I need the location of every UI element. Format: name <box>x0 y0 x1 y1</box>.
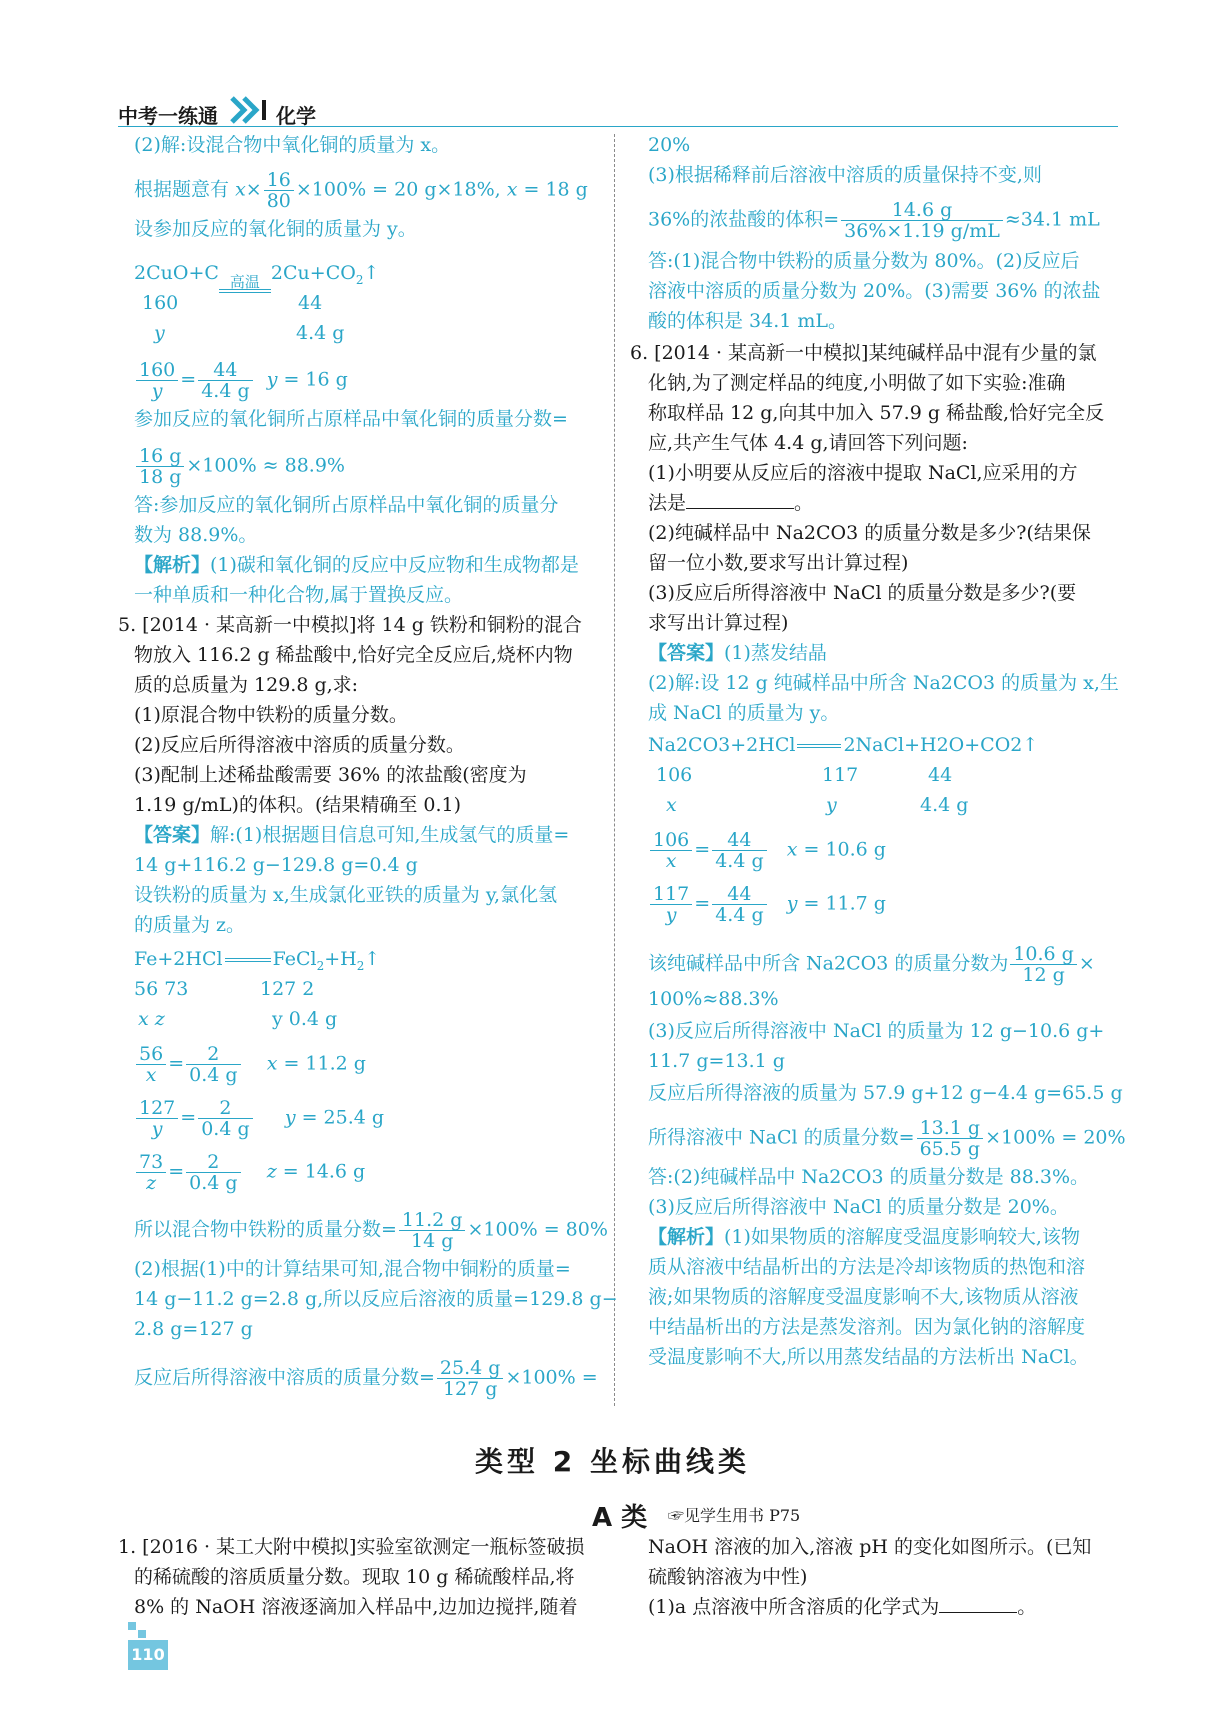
equation-line: 该纯碱样品中所含 Na2CO3 的质量分数为 $\frac{10.6 g}{12 g}$ × <box>648 943 1095 986</box>
reaction-equation: 2CuO+C 高温 $2Cu+CO_2↑$ <box>134 262 380 291</box>
equation-line: 36%的浓盐酸的体积= $\frac{14.6 g}{36\%\times 1.19 g/mL}$ ≈34.1 mL <box>648 199 1100 242</box>
text-line: 数为 88.9%。 <box>134 524 258 546</box>
fill-blank-line <box>648 1594 1036 1620</box>
fill-blank-line: 法是 。 <box>648 492 814 514</box>
text-line: 硫酸钠溶液为中性) <box>648 1566 808 1588</box>
text-line: 留一位小数,要求写出计算过程) <box>648 552 909 574</box>
text-line: 应,共产生气体 4.4 g,请回答下列问题: <box>648 432 968 454</box>
analysis-line <box>648 1224 1080 1250</box>
column-divider <box>614 134 615 1406</box>
text-line: 设参加反应的氧化铜的质量为 y。 <box>134 218 417 240</box>
mass-value: 4.4 g <box>920 794 969 816</box>
text-line: 中结晶析出的方法是蒸发溶剂。因为氯化钠的溶解度 <box>648 1316 1086 1338</box>
molar-mass: 160 <box>142 292 179 314</box>
variable: x <box>666 794 677 816</box>
text-line: (2)纯碱样品中 Na2CO3 的质量分数是多少?(结果保 <box>648 522 1091 544</box>
question-6: 6. [2014 · 某高新一中模拟]某纯碱样品中混有少量的氯 <box>630 342 1097 364</box>
text-span: 根据题意有 <box>134 178 230 201</box>
proportion-line: $\frac{160}{y}$ = $\frac{44}{4.4 g}$ y = 16 g <box>134 360 348 401</box>
reaction-left: 2CuO+C <box>134 262 219 284</box>
answer-tag: 【答案】 <box>134 824 211 846</box>
variable: y <box>826 794 837 816</box>
question-1: 1. [2016 · 某工大附中模拟]实验室欲测定一瓶标签破损 <box>118 1536 585 1558</box>
text-span: 法是 <box>648 492 687 514</box>
text-line: 14 g+116.2 g−129.8 g=0.4 g <box>134 854 418 876</box>
reaction-equation: Fe+2HCl $FeCl_2+H_2↑$ <box>134 948 381 973</box>
variable: x z <box>138 1008 165 1030</box>
text-span: 。 <box>1017 1596 1037 1618</box>
text-line: (1)小明要从反应后的溶液中提取 NaCl,应采用的方 <box>648 462 1078 484</box>
subsection-title: A 类 <box>592 1503 648 1533</box>
text-line: 的质量为 z。 <box>134 914 246 936</box>
answer-blank[interactable] <box>939 1594 1017 1613</box>
text-line: 设铁粉的质量为 x,生成氯化亚铁的质量为 y,氯化氢 <box>134 884 558 906</box>
equation-line: 反应后所得溶液中溶质的质量分数= $\frac{25.4 g}{127 g}$ ×100% = <box>134 1357 598 1400</box>
molar-mass: 56 73 <box>134 978 189 1000</box>
book-reference: ☞见学生用书 P75 <box>668 1506 801 1525</box>
reaction-left: Fe+2HCl <box>134 948 223 970</box>
text-line: 一种单质和一种化合物,属于置换反应。 <box>134 584 464 606</box>
question-5: 5. [2014 · 某高新一中模拟]将 14 g 铁粉和铜粉的混合 <box>118 614 582 636</box>
text-line: 14 g−11.2 g=2.8 g,所以反应后溶液的质量=129.8 g− <box>134 1288 618 1310</box>
text-span: 解:(1)根据题目信息可知,生成氢气的质量= <box>210 824 570 846</box>
text-span: 所以混合物中铁粉的质量分数= <box>134 1218 397 1241</box>
text-line: 物放入 116.2 g 稀盐酸中,恰好完全反应后,烧杯内物 <box>134 644 573 666</box>
text-line: 答:(2)纯碱样品中 Na2CO3 的质量分数是 88.3%。 <box>648 1166 1090 1188</box>
analysis-tag: 【解析】 <box>648 1226 725 1248</box>
text-line: 溶液中溶质的质量分数为 20%。(3)需要 36% 的浓盐 <box>648 280 1101 302</box>
text-line: 成 NaCl 的质量为 y。 <box>648 702 840 724</box>
answer-tag: 【答案】 <box>648 642 725 664</box>
text-line: (3)根据稀释前后溶液中溶质的质量保持不变,则 <box>648 164 1042 186</box>
text-line: (2)解:设 12 g 纯碱样品中所含 Na2CO3 的质量为 x,生 <box>648 672 1119 694</box>
text-line: 液;如果物质的溶解度受温度影响不大,该物质从溶液 <box>648 1286 1079 1308</box>
molar-mass: 106 <box>656 764 693 786</box>
analysis-tag: 【解析】 <box>134 554 211 576</box>
molar-mass: 44 <box>928 764 953 786</box>
text-line: 酸的体积是 34.1 mL。 <box>648 310 848 332</box>
decor-square <box>138 1630 146 1638</box>
text-line: (3)反应后所得溶液中 NaCl 的质量为 12 g−10.6 g+ <box>648 1020 1105 1042</box>
text-line: 受温度影响不大,所以用蒸发结晶的方法析出 NaCl。 <box>648 1346 1089 1368</box>
text-line: (3)反应后所得溶液中 NaCl 的质量分数是多少?(要 <box>648 582 1077 604</box>
text-span: (1)蒸发结晶 <box>724 642 827 664</box>
variable: y 0.4 g <box>272 1008 338 1030</box>
double-chevron-icon <box>230 96 270 124</box>
answer-blank[interactable] <box>686 490 794 509</box>
decor-square <box>128 1622 136 1630</box>
text-line: 2.8 g=127 g <box>134 1318 253 1340</box>
proportion-line: $\frac{56}{x}$ = $\frac{2}{0.4 g}$ x = 11.2 g <box>134 1044 366 1085</box>
text-line: 8% 的 NaOH 溶液逐滴加入样品中,边加边搅拌,随着 <box>134 1596 578 1618</box>
text-line: 求写出计算过程) <box>648 612 789 634</box>
reaction-left: Na2CO3+2HCl <box>648 734 796 756</box>
proportion-line: $\frac{127}{y}$ = $\frac{2}{0.4 g}$ y = 25.4 g <box>134 1098 384 1139</box>
answer-line <box>648 640 827 666</box>
text-span: 该纯碱样品中所含 Na2CO3 的质量分数为 <box>648 952 1009 975</box>
variable: y <box>154 322 165 344</box>
text-line: (2)根据(1)中的计算结果可知,混合物中铜粉的质量= <box>134 1258 571 1280</box>
proportion-line: $\frac{73}{z}$ = $\frac{2}{0.4 g}$ z = 14.6 g <box>134 1152 365 1193</box>
text-line: 答:参加反应的氧化铜所占原样品中氧化铜的质量分 <box>134 494 559 516</box>
text-line: (3)配制上述稀盐酸需要 36% 的浓盐酸(密度为 <box>134 764 527 786</box>
text-line: 质从溶液中结晶析出的方法是冷却该物质的热饱和溶 <box>648 1256 1086 1278</box>
reaction-equation <box>648 732 1038 758</box>
equation-line: 所得溶液中 NaCl 的质量分数= $\frac{13.1 g}{65.5 g}$ ×100% = 20% <box>648 1117 1126 1160</box>
text-span: 反应后所得溶液中溶质的质量分数= <box>134 1366 435 1389</box>
text-span: 所得溶液中 NaCl 的质量分数= <box>648 1126 915 1149</box>
text-span: (1)a 点溶液中所含溶质的化学式为 <box>648 1596 940 1618</box>
text-line: NaOH 溶液的加入,溶液 pH 的变化如图所示。(已知 <box>648 1536 1092 1558</box>
text-line: (2)反应后所得溶液中溶质的质量分数。 <box>134 734 465 756</box>
book-title: 中考一练通 <box>118 104 218 128</box>
text-line: 化钠,为了测定样品的纯度,小明做了如下实验:准确 <box>648 372 1066 394</box>
text-span: (1)碳和氧化铜的反应中反应物和生成物都是 <box>210 554 579 576</box>
proportion-line: $\frac{106}{x}$ = $\frac{44}{4.4 g}$ x = 10.6 g <box>648 830 886 871</box>
header-rule <box>118 126 1118 127</box>
text-line: (1)原混合物中铁粉的质量分数。 <box>134 704 408 726</box>
reaction-right: 2NaCl+H2O+CO2↑ <box>843 734 1039 756</box>
text-line: (2)解:设混合物中氧化铜的质量为 x。 <box>134 134 451 156</box>
molar-mass: 44 <box>298 292 323 314</box>
text-line: 的稀硫酸的溶质质量分数。现取 10 g 稀硫酸样品,将 <box>134 1566 575 1588</box>
equation-line: 所以混合物中铁粉的质量分数= $\frac{11.2 g}{14 g}$ ×100% = 80% <box>134 1209 608 1252</box>
molar-mass: 127 2 <box>260 978 315 1000</box>
text-line: 反应后所得溶液的质量为 57.9 g+12 g−4.4 g=65.5 g <box>648 1082 1123 1104</box>
text-line: 11.7 g=13.1 g <box>648 1050 785 1072</box>
molar-mass: 117 <box>822 764 859 786</box>
text-span: 36%的浓盐酸的体积= <box>648 208 840 231</box>
text-line: 称取样品 12 g,向其中加入 57.9 g 稀盐酸,恰好完全反 <box>648 402 1105 424</box>
equation-line: 根据题意有 x× $\frac{16}{80}$ ×100% = 20 g×18%, x = 18 g <box>134 169 588 212</box>
text-line: (3)反应后所得溶液中 NaCl 的质量分数是 20%。 <box>648 1196 1069 1218</box>
equation-line: $\frac{16 g}{18 g}$ ×100% ≈ 88.9% <box>134 446 345 487</box>
analysis-line <box>134 552 579 578</box>
text-line: 参加反应的氧化铜所占原样品中氧化铜的质量分数= <box>134 408 568 430</box>
page-header <box>118 100 1118 128</box>
section-title: 类型 2 坐标曲线类 <box>475 1445 750 1478</box>
text-line: 答:(1)混合物中铁粉的质量分数为 80%。(2)反应后 <box>648 250 1080 272</box>
subject-title: 化学 <box>276 104 316 128</box>
text-line: 20% <box>648 134 691 156</box>
text-line: 100%≈88.3% <box>648 988 779 1010</box>
text-line: 1.19 g/mL)的体积。(结果精确至 0.1) <box>134 794 462 816</box>
text-line: 质的总质量为 129.8 g,求: <box>134 674 359 696</box>
answer-line <box>134 822 569 848</box>
text-span: (1)如果物质的溶解度受温度影响较大,该物 <box>724 1226 1080 1248</box>
mass-value: 4.4 g <box>296 322 345 344</box>
proportion-line: $\frac{117}{y}$ = $\frac{44}{4.4 g}$ y = 11.7 g <box>648 884 886 925</box>
page-number: 110 <box>128 1640 168 1670</box>
